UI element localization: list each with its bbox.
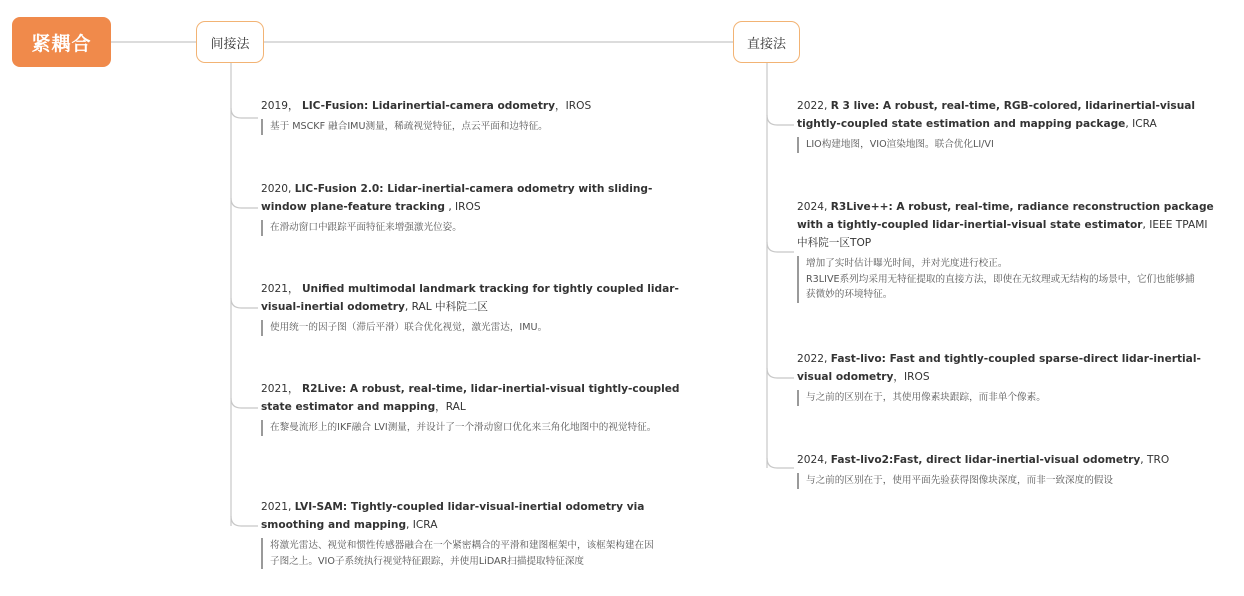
paper-note: 使用统一的因子图（滞后平滑）联合优化视觉，激光雷达，IMU。 (261, 320, 681, 336)
paper-entry[interactable] (261, 498, 681, 569)
paper-note: 与之前的区别在于，其使用像素块跟踪，而非单个像素。 (797, 390, 1217, 406)
paper-title-line: 2021， R2Live: A robust, real-time, lidar-inertial-visual tightly-coupled state estimator and mapping，RAL (261, 383, 680, 413)
paper-entry[interactable] (261, 180, 681, 236)
paper-entry[interactable] (261, 380, 681, 436)
paper-title-line: 2020, LIC-Fusion 2.0: Lidar-inertial-camera odometry with sliding-window plane-feature tracking , IROS (261, 183, 653, 213)
indirect-branch-4 (231, 398, 258, 408)
paper-note: 与之前的区别在于，使用平面先验获得图像块深度，而非一致深度的假设 (797, 473, 1217, 489)
paper-entry[interactable] (797, 451, 1217, 489)
paper-title-line: 2021， Unified multimodal landmark tracking for tightly coupled lidar-visual-inertial odometry, RAL 中科院二区 (261, 283, 679, 313)
direct-branch-2 (767, 242, 794, 252)
paper-note: 在黎曼流形上的IKF融合 LVI测量，并设计了一个滑动窗口优化来三角化地图中的视觉特征。 (261, 420, 662, 436)
paper-title-line: 2021, LVI-SAM: Tightly-coupled lidar-visual-inertial odometry via smoothing and mapping, ICRA (261, 501, 645, 531)
paper-title-line: 2024, R3Live++: A robust, real-time, radiance reconstruction package with a tightly-coupled lidar-inertial-visual state estimator, IEEE TPAMI 中科院一区TOP (797, 201, 1214, 249)
paper-entry[interactable] (797, 198, 1217, 303)
indirect-branch-5 (231, 516, 258, 526)
indirect-branch-2 (231, 198, 258, 208)
root-node[interactable]: 紧耦合 (12, 17, 111, 67)
paper-entry[interactable] (797, 97, 1217, 153)
paper-title-line: 2022, R 3 live: A robust, real-time, RGB-colored, lidarinertial-visual tightly-coupled state estimation and mapping package, ICRA (797, 100, 1196, 130)
direct-branch-4 (767, 458, 794, 468)
paper-title-line: 2024, Fast-livo2:Fast, direct lidar-inertial-visual odometry, TRO (797, 454, 1170, 466)
paper-note: LIO构建地图，VIO渲染地图。联合优化LI/VI (797, 137, 1217, 153)
direct-branch-1 (767, 115, 794, 125)
branch-node-direct[interactable]: 直接法 (733, 21, 800, 63)
branch-node-indirect[interactable]: 间接法 (196, 21, 264, 63)
paper-title-line: 2022, Fast-livo: Fast and tightly-coupled sparse-direct lidar-inertial-visual odometry，IROS (797, 353, 1201, 383)
direct-branch-3 (767, 368, 794, 378)
paper-note: 基于 MSCKF 融合IMU测量，稀疏视觉特征，点云平面和边特征。 (261, 119, 681, 135)
paper-note: 在滑动窗口中跟踪平面特征来增强激光位姿。 (261, 220, 681, 236)
indirect-branch-3 (231, 298, 258, 308)
paper-entry[interactable] (261, 280, 681, 336)
paper-note: 增加了实时估计曝光时间，并对光度进行校正。 R3LIVE系列均采用无特征提取的直接方法，即使在无纹理或无结构的场景中，它们也能够捕获微妙的环境特征。 (797, 256, 1204, 303)
paper-entry[interactable] (797, 350, 1217, 406)
paper-note: 将激光雷达、视觉和惯性传感器融合在一个紧密耦合的平滑和建图框架中，该框架构建在因子图之上。VIO子系统执行视觉特征跟踪，并使用LiDAR扫描提取特征深度 (261, 538, 662, 569)
paper-title-line: 2019， LIC-Fusion: Lidarinertial-camera odometry，IROS (261, 100, 592, 112)
paper-entry[interactable] (261, 97, 681, 135)
indirect-branch-1 (231, 108, 258, 118)
